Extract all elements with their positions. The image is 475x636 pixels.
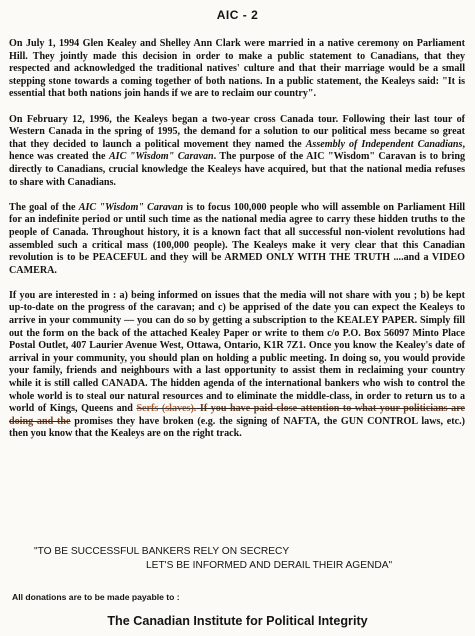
paragraph-wedding: On July 1, 1994 Glen Kealey and Shelley Ann Clark were married in a native ceremony on Parliament Hill. They jointly made this decision in order to make a public statement to Canadians, that they respected and acknowledged the traditional natives' culture and that their marriage would be a small stepping stone towards a coming together of both nations. In a public statement, the Kealeys said: "It is essential that both nations join hands if we are to reclaim our country". [9, 38, 465, 100]
struck-text-serfs: Serfs (slaves). [136, 403, 197, 415]
paragraph-subscription-text-a: If you are interested in : a) being informed on issues that the media will not share with you ; b) be kept up-to-date on the progress of the caravan; and c) be apprised of the date you can expect the Kealeys to arrive in your community — you can do so by getting a subscription to the KEALEY PAPER. Simply fill out the form on the back of the attached Kealey Paper or write to them c/o P.O. Box 56097 Minto Place Postal Outlet, 407 Laurier Avenue West, Ottawa, Ontario, K1R 7Z1. Once you know the Kealey's date of arrival in your community, you should plan on holding a public meeting. In doing so, you would provide your family, friends and neighbours with a last opportunity to assist them in reclaiming your country while it is still called CANADA. The hidden agenda of the international bankers who wish to control the whole world is to steal our natural resources and to eliminate the middle-class, in order to return us to a world of Kings, Queens and [9, 289, 465, 415]
assembly-name: Assembly of Independent Canadians [305, 138, 463, 150]
paragraph-subscription-text-b: promises they have broken (e.g. the signing of NAFTA, the GUN CONTROL laws, etc.) then you know that the Kealeys are on the right track. [9, 415, 465, 440]
donation-note: All donations are to be made payable to : [12, 592, 180, 602]
paragraph-tour-text-c: . The purpose of the AIC "Wisdom" Caravan is to bring directly to Canadians, crucial knowledge the Kealeys have acquired, but that the national media refuses to share with Canadians. [9, 151, 465, 188]
struck-text-politicians: If you have paid close attention to what your politicians are doing and the [9, 403, 465, 427]
quote-line-1: "TO BE SUCCESSFUL BANKERS RELY ON SECRECY [34, 546, 290, 557]
quote-line-2: LET'S BE INFORMED AND DERAIL THEIR AGENDA" [146, 560, 393, 571]
page-title: AIC - 2 [216, 8, 259, 22]
paragraph-goal [9, 202, 465, 278]
paragraph-subscription [9, 290, 465, 441]
caravan-name-2: AIC "Wisdom" Caravan [78, 201, 184, 213]
paragraph-tour [9, 114, 465, 190]
paragraph-tour-text-a: On February 12, 1996, the Kealeys began a two-year cross Canada tour. Following their last tour of Western Canada in the spring of 1995, the demand for a solution to our political mess became so great that they decided to launch a political movement they named the [9, 113, 465, 150]
paragraph-goal-text-a: The goal of the [9, 201, 79, 213]
paragraph-goal-text-b: is to focus 100,000 people who will assemble on Parliament Hill for an indefinite period or until such time as the national media agree to carry these hidden truths to the people of Canada. Throughout history, it is a known fact that all successful non-violent revolutions had assembled such a critical mass (100,000 people). The Kealeys make it very clear that this Canadian revolution is to be PEACEFUL and they will be ARMED ONLY WITH THE TRUTH ....and a VIDEO CAMERA. [9, 201, 465, 276]
institute-name: The Canadian Institute for Political Integrity [107, 614, 368, 628]
caravan-name: AIC "Wisdom" Caravan [108, 151, 214, 163]
document-body [9, 38, 465, 454]
quote-block [34, 545, 392, 573]
paragraph-tour-text-b: , hence was created the [9, 138, 466, 163]
